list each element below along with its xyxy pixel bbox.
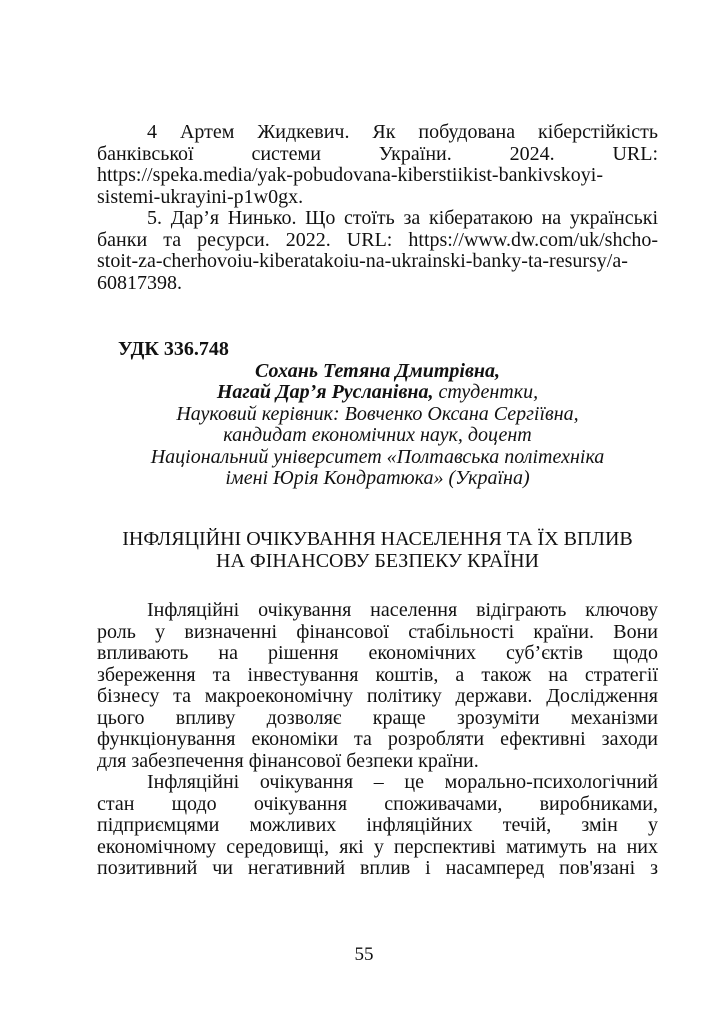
references-list (97, 122, 658, 294)
text-line: бізнесу та макроекономічну політику держави. Дослідження (97, 685, 658, 707)
article-body (97, 600, 658, 880)
text-line: для забезпечення фінансової безпеки країни. (97, 749, 479, 772)
paragraph (97, 600, 658, 772)
reference-line: 5. Дар’я Нинько. Що стоїть за кібератакою на українські (147, 207, 658, 229)
text-line: збереження та інвестування коштів, а також на стратегії (97, 663, 658, 686)
reference-line: банківської системи України. 2024. URL: (97, 142, 658, 165)
reference-url[interactable]: 60817398. (97, 271, 182, 294)
reference-url[interactable]: sistemi-ukrayini-p1w0gx. (97, 185, 304, 208)
reference-line: банки та ресурси. 2022. URL: https://www.dw.com/uk/shcho- (97, 228, 658, 251)
university: Національний університет «Полтавська політехніка (150, 445, 605, 468)
article-title (97, 529, 658, 572)
reference-item (97, 122, 658, 208)
text-line: Інфляційні очікування – це морально-психологічний (147, 771, 658, 793)
author-line (97, 382, 658, 404)
supervisor-degree: кандидат економічних наук, доцент (223, 424, 532, 446)
reference-line: 4 Артем Жидкевич. Як побудована кіберстійкість (147, 121, 658, 143)
reference-url[interactable]: stoit-za-cherhovoiu-kiberatakoiu-na-ukrainski-banky-ta-resursy/a- (97, 250, 628, 272)
text-line: стан щодо очікування споживачами, виробниками, (97, 792, 658, 815)
supervisor: Науковий керівник: Вовченко Оксана Сергіївна, (176, 402, 579, 425)
title-line: ІНФЛЯЦІЙНІ ОЧІКУВАННЯ НАСЕЛЕННЯ ТА ЇХ ВПЛИВ (122, 528, 633, 550)
author-name: Сохань Тетяна Дмитрівна, (254, 359, 500, 382)
title-line: НА ФІНАНСОВУ БЕЗПЕКУ КРАЇНИ (216, 549, 539, 572)
udk-code: УДК 336.748 (118, 338, 229, 360)
text-line: економічному середовищі, які у перспективі матимуть на них (97, 835, 658, 858)
author-role: студентки, (433, 381, 539, 403)
paragraph (97, 772, 658, 880)
text-line: цього впливу дозволяє краще зрозуміти механізми (97, 706, 658, 729)
text-line: функціонування економіки та розробляти ефективні заходи (97, 728, 658, 750)
text-line: підприємцями можливих інфляційних течій, змін у (97, 814, 658, 836)
text-line: Інфляційні очікування населення відіграють ключову (147, 599, 658, 621)
text-line: впливають на рішення економічних суб’єктів щодо (97, 642, 658, 664)
author-name: Нагай Дар’я Русланівна, (216, 381, 434, 403)
article-header (97, 339, 658, 490)
university: імені Юрія Кондратюка» (Україна) (225, 467, 530, 489)
reference-item (97, 208, 658, 294)
page-number: 55 (354, 944, 374, 965)
text-line: роль у визначенні фінансової стабільності країни. Вони (97, 620, 658, 643)
reference-url[interactable]: https://speka.media/yak-pobudovana-kiberstiikist-bankivskoyi- (97, 164, 604, 186)
text-line: позитивний чи негативний вплив і насамперед пов'язані з (97, 857, 658, 879)
